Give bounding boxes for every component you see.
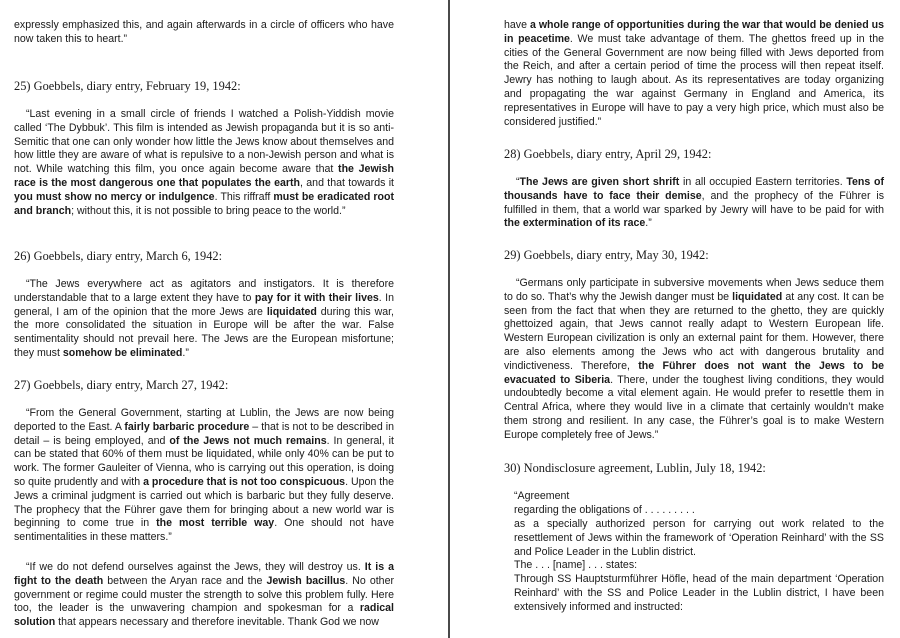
right-page xyxy=(504,0,884,638)
quote-28: “The Jews are given short shrift in all occupied Eastern territories. Tens of thousands have to face their demise, and the prophecy of the Führer is fulfilled in them, that a world war sparked by Jewry will have to be paid for with the extermination of its race.” xyxy=(504,176,884,230)
quote-27a: “From the General Government, starting at Lublin, the Jews are now being deported to the East. A fairly barbaric procedure – that is not to be described in detail – is being employed, and of the Jews not much remains. In general, it can be stated that 60% of them must be liquidated, while only 40% can be put to work. The former Gauleiter of Vienna, who is carrying out this operation, is doing so quite prudently and with a procedure that is not too conspicuous. Upon the Jews a criminal judgment is carried out which is barbaric but they fully deserve. The prophecy that the Führer gave them for bringing about a new world war is beginning to come true in the most terrible way. One should not have sentimentalities in these matters.” xyxy=(14,407,395,544)
entry-heading-27: 27) Goebbels, diary entry, March 27, 1942: xyxy=(14,378,229,392)
entry-heading-25: 25) Goebbels, diary entry, February 19, 1942: xyxy=(14,79,241,93)
agreement-line: regarding the obligations of . . . . . . . . . xyxy=(514,504,695,516)
agreement-title: “Agreement xyxy=(514,490,570,502)
entry-heading-29: 29) Goebbels, diary entry, May 30, 1942: xyxy=(504,248,709,262)
agreement-paragraph: Through SS Hauptsturmführer Höfle, head of the main department ‘Operation Reinhard’ with the SS and Police Leader in the Lublin district, I have been extensively informed and instructed: xyxy=(514,573,884,613)
entry-heading-26: 26) Goebbels, diary entry, March 6, 1942: xyxy=(14,249,223,263)
quote-27b: “If we do not defend ourselves against the Jews, they will destroy us. It is a fight to the death between the Aryan race and the Jewish bacillus. No other government or regime could muster the strength to solve this problem fully. Here too, the leader is the unwavering champion and spokesman for a radical solution that appears necessary and therefore inevitable. Thank God we now xyxy=(14,561,394,629)
paragraph: expressly emphasized this, and again afterwards in a circle of officers who have now taken this to heart.” xyxy=(14,19,394,45)
agreement-paragraph: as a specially authorized person for carrying out work related to the resettlement of Jews within the framework of ‘Operation Reinhard’ with the SS and Police Leader in the Lublin district. xyxy=(514,518,884,558)
quote-26: “The Jews everywhere act as agitators and instigators. It is therefore understandable that to a large extent they have to pay for it with their lives. In general, I am of the opinion that the more Jews are liquidated during this war, the more consolidated the situation in Europe will be after the war. False sentimentality should not prevail here. The Jews are the European misfortune; they must somehow be eliminated.” xyxy=(14,278,394,359)
entry-heading-28: 28) Goebbels, diary entry, April 29, 1942: xyxy=(504,147,712,161)
page-divider xyxy=(448,0,450,638)
left-page xyxy=(14,0,394,638)
paragraph: have a whole range of opportunities during the war that would be denied us in peacetime. We must take advantage of them. The ghettos freed up in the cities of the General Government are now being filled with Jews deported from the Reich, and after a certain period of time the process will then repeat itself. Jewry has nothing to laugh about. As its representatives are today organizing and propagating the war against Germany in England and America, its representatives in Europe will have to pay a very high price, which must also be considered justified.” xyxy=(504,19,884,128)
quote-29: “Germans only participate in subversive movements when Jews seduce them to do so. That’s why the Jewish danger must be liquidated at any cost. It can be seen from the fact that when they are returned to the ghetto, they are quickly ghettoized again, that Jews cannot really adapt to Western European life. Western European civilization is only an external paint for them. However, there are also elements among the Jews who act with dangerous brutality and vindictiveness. Therefore, the Führer does not want the Jews to be evacuated to Siberia. There, under the toughest living conditions, they would undoubtedly become a vital element again. He would prefer to resettle them in Central Africa, where they would live in a climate that certainly wouldn’t make them strong and resilient. In any case, the Führer’s goal is to make Western Europe completely free of Jews.” xyxy=(504,277,885,441)
entry-heading-30: 30) Nondisclosure agreement, Lublin, July 18, 1942: xyxy=(504,461,766,475)
agreement-line: The . . . [name] . . . states: xyxy=(514,559,638,571)
quote-25: “Last evening in a small circle of friends I watched a Polish-Yiddish movie called ‘The Dybbuk’. This film is intended as Jewish propaganda but it is so anti-Semitic that one can only wonder how little the Jews know about themselves and how little they are aware of what is repulsive to a non-Jewish person and what is not. While watching this film, you once again become aware that the Jewish race is the most dangerous one that populates the earth, and that towards it you must show no mercy or indulgence. This riffraff must be eradicated root and branch; without this, it is not possible to bring peace to the world.” xyxy=(14,108,395,217)
